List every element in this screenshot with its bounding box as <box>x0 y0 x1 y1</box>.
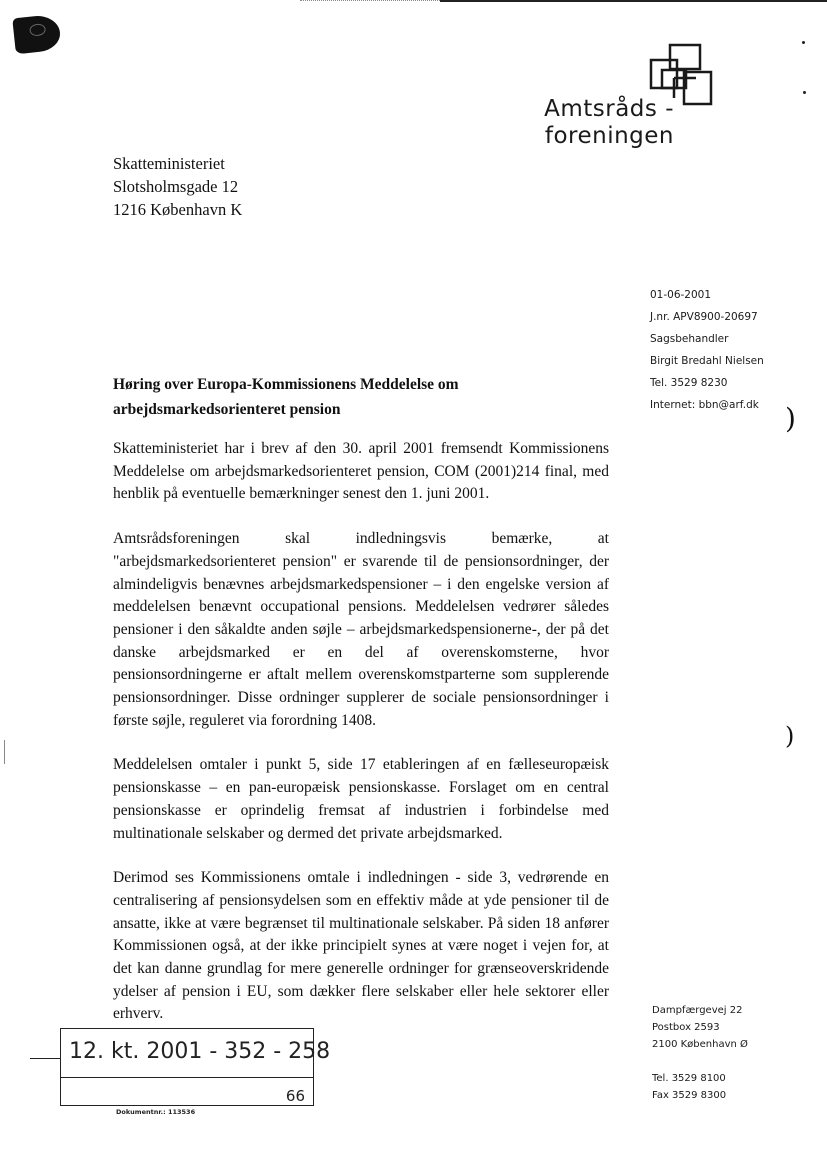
letter-date: 01-06-2001 <box>650 289 712 301</box>
handler-email: Internet: bbn@arf.dk <box>650 399 759 411</box>
body-paragraph: Meddelelsen omtaler i punkt 5, side 17 etableringen af en fælleseuropæisk pensionskasse – en pan-europæisk pensionskasse. Forslaget om en central pensionskasse er oprindelig fremsat af industrien i forbindelse med multinationale selskaber og dermed det private arbejdsmarked. <box>113 756 609 842</box>
letterhead-name <box>470 96 674 150</box>
journal-number: J.nr. APV8900-20697 <box>650 311 758 323</box>
stamp-divider <box>61 1077 313 1078</box>
letter-body <box>113 438 609 1048</box>
footer-tel: Tel. 3529 8100 <box>652 1073 726 1084</box>
recipient-line: Slotsholmsgade 12 <box>113 177 239 196</box>
journal-stamp <box>60 1028 331 1106</box>
footer-street: Dampfærgevej 22 <box>652 1005 743 1016</box>
binding-hole-mark: ) <box>785 402 796 435</box>
stamp-lead-line <box>30 1058 60 1059</box>
letter-subject: Høring over Europa-Kommissionens Meddelelse om arbejdsmarkedsorienteret pension <box>113 376 459 418</box>
recipient-line: Skatteministeriet <box>113 154 225 173</box>
sender-address-footer <box>652 1002 748 1104</box>
reference-block <box>650 284 764 416</box>
recipient-line: 1216 København K <box>113 200 243 219</box>
stamp-journal-number: 12. kt. 2001 - 352 - 258 <box>69 1039 331 1064</box>
binding-hole-mark: ) <box>785 722 795 750</box>
scan-speck <box>803 91 806 94</box>
footer-fax: Fax 3529 8300 <box>652 1090 727 1101</box>
body-paragraph: Skatteministeriet har i brev af den 30. april 2001 fremsendt Kommissionens Meddelelse om arbejdsmarkedsorienteret pension, COM (2001)214 final, med henblik på eventuelle bemærkninger senest den 1. juni 2001. <box>113 440 609 503</box>
body-paragraph: Amtsrådsforeningen skal indledningsvis bemærke, at "arbejdsmarkedsorienteret pension" er svarende til de pensionsordninger, der almindeligvis benævnes arbejdsmarkedspensioner – i den engelske version af meddelelsen benævnt occupational pensions. Meddelelsen vedrører således pensioner i den såkaldte anden søjle – arbejdsmarkedspensionerne-, der på det danske arbejdsmarked er en del af overenskomsterne, hvor pensionsordningerne er aftalt mellem overenskomstparterne som supplerende pensionsordninger. Disse ordninger supplerer de sociale pensionsordninger i første søjle, reguleret via forordning 1408. <box>113 530 609 729</box>
stamp-sub-number: 66 <box>285 1087 305 1105</box>
handler-label: Sagsbehandler <box>650 333 729 345</box>
handler-name: Birgit Bredahl Nielsen <box>650 355 764 367</box>
document-number-label: Dokumentnr.: 113536 <box>116 1108 196 1116</box>
recipient-address <box>113 152 242 221</box>
scan-speck <box>802 41 805 44</box>
handler-phone: Tel. 3529 8230 <box>650 377 728 389</box>
footer-city: 2100 København Ø <box>652 1039 748 1050</box>
footer-postbox: Postbox 2593 <box>652 1022 720 1033</box>
letterhead-name-line1: Amtsråds - <box>544 96 674 122</box>
margin-scan-mark <box>4 740 5 764</box>
scan-corner-blot <box>12 14 62 55</box>
letterhead-name-line2: foreningen <box>544 123 674 149</box>
top-scan-rule <box>440 0 827 2</box>
body-paragraph: Derimod ses Kommissionens omtale i indledningen - side 3, vedrørende en centralisering af pensionsydelsen som en effektiv måde at yde pensioner til de ansatte, ikke at være begrænset til multinationale selskaber. På siden 18 anfører Kommissionen også, at der ikke principielt synes at være noget i vejen for, at det kan danne grundlag for mere generelle ordninger for grænseoverskridende ydelser af pension i EU, som dækker flere selskaber eller hele sektorer eller erhverv. <box>113 869 609 1023</box>
top-scan-dots <box>300 0 440 2</box>
